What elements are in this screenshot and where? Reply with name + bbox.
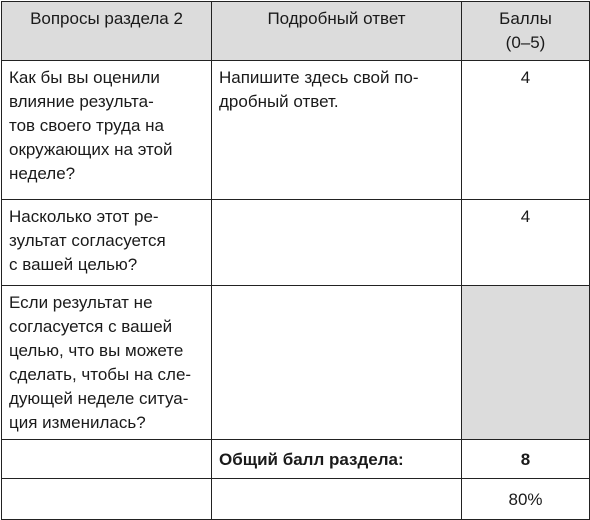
table-row (2, 61, 590, 200)
empty-cell (2, 479, 212, 520)
header-answer: Подробный ответ (212, 2, 462, 61)
answer-cell[interactable] (212, 200, 462, 286)
total-score: 8 (462, 440, 590, 479)
percent-row (2, 479, 590, 520)
empty-cell (2, 440, 212, 479)
section-2-table (1, 1, 590, 520)
answer-cell[interactable]: Напишите здесь свой по- дробный ответ. (212, 61, 462, 200)
header-score: Баллы (0–5) (462, 2, 590, 61)
question-cell: Если результат не согласуется с вашей целью, что вы можете сделать, чтобы на сле- дующей неделе ситуа- ция изменилась? (2, 286, 212, 440)
table-row (2, 200, 590, 286)
header-questions: Вопросы раздела 2 (2, 2, 212, 61)
table-row (2, 286, 590, 440)
total-row (2, 440, 590, 479)
score-cell[interactable]: 4 (462, 200, 590, 286)
header-row (2, 2, 590, 61)
question-cell: Как бы вы оценили влияние результа- тов своего труда на окружающих на этой неделе? (2, 61, 212, 200)
question-cell: Насколько этот ре- зультат согласуется с вашей целью? (2, 200, 212, 286)
percent-value: 80% (462, 479, 590, 520)
empty-cell (212, 479, 462, 520)
score-cell[interactable]: 4 (462, 61, 590, 200)
score-cell-shaded (462, 286, 590, 440)
total-label: Общий балл раздела: (212, 440, 462, 479)
answer-cell[interactable] (212, 286, 462, 440)
